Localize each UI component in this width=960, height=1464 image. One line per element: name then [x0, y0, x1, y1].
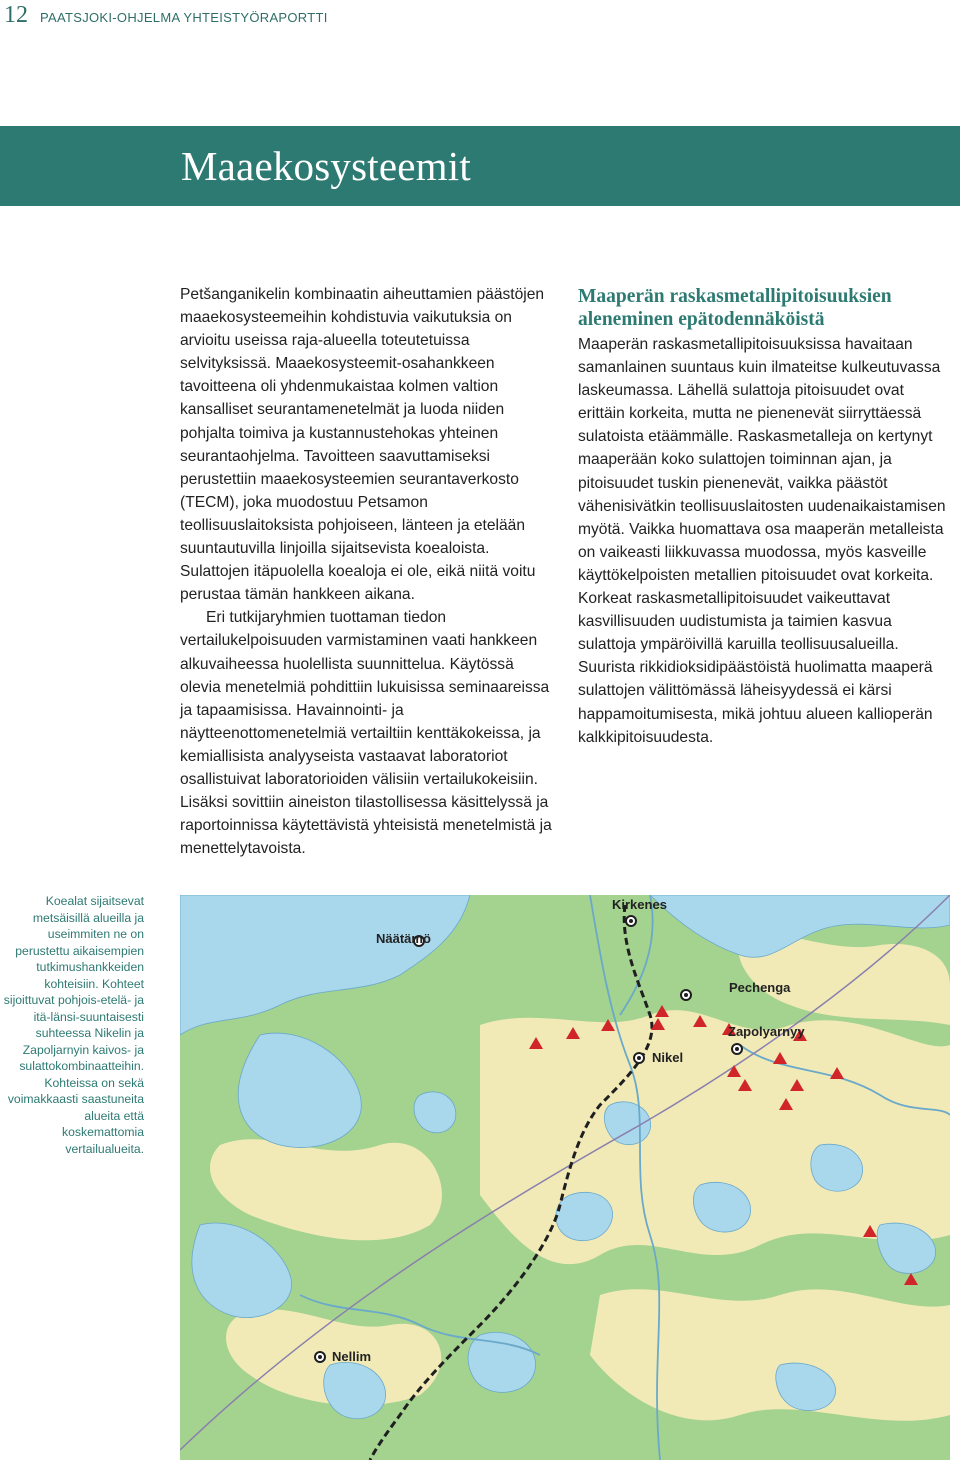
map-label-pechenga: Pechenga [729, 980, 791, 995]
running-head: PAATSJOKI-OHJELMA YHTEISTYÖRAPORTTI [40, 10, 328, 25]
map-label-naatamo: Näätämö [376, 931, 431, 946]
body-paragraph-1: Petšanganikelin kombinaatin aiheuttamien päästöjen maaekosysteemeihin kohdistuvia vaikutuksia on arvioitu useissa raja-alueella toteutetuissa selvityksissä. Maaekosysteemit-osahankkeen tavoitteena oli yhdenmukaistaa kolmen valtion kansalliset seurantamenetelmät ja luoda niiden pohjalta toimiva ja kustannustehokas yhteinen seurantaohjelma. Tavoitteen saavuttamiseksi perustettiin maaekosysteemien seurantaverkosto (TECM), joka muodostuu Petsamon teollisuuslaitoksista pohjoiseen, länteen ja etelään suuntautuvilla linjoilla sijaitsevista koealoista. Sulattojen itäpuolella koealoja ei ole, eikä niitä voitu perustaa tämän hankkeen aikana. [180, 286, 545, 604]
map-figure [180, 895, 950, 1460]
page-title: Maaekosysteemit [181, 143, 471, 189]
map-label-nikel: Nikel [652, 1050, 684, 1065]
page-number: 12 [4, 2, 28, 28]
map-label-nellim: Nellim [332, 1349, 372, 1364]
map-label-kirkenes: Kirkenes [612, 897, 667, 912]
page-header [0, 0, 960, 36]
title-band [0, 126, 960, 206]
map-label-zapolyarnyy: Zapolyarnyy [728, 1024, 805, 1039]
body-paragraph-2: Eri tutkijaryhmien tuottaman tiedon vertailukelpoisuuden varmistaminen vaati hankkeen alkuvaiheessa huolellista suunnittelua. Käytössä olevia menetelmiä pohdittiin lukuisissa seminaareissa ja tapaamisissa. Havainnointi- ja näytteenottomenetelmiä vertailtiin kenttäkokeissa, ja kemiallisista analyyseista vastaavat laboratoriot osallistuivat laboratorioiden välisiin vertailukokeisiin. Lisäksi sovittiin aineiston tilastollisessa käsittelyssä ja raportoinnissa käytettävistä yhteisistä menetelmistä ja menettelytavoista. [180, 609, 552, 858]
section-subheading: Maaperän raskasmetallipitoisuuksien aleneminen epätodennäköistä [578, 286, 892, 330]
map-caption: Koealat sijaitsevat metsäisillä alueilla ja useimmiten ne on perustettu aikaisempien tutkimushankkeiden kohteisiin. Kohteet sijoittuvat pohjois-etelä- ja itä-länsi-suuntaisesti suhteessa Nikelin ja Zapoljarnyin kaivos- ja sulattokombinaatteihin. Kohteissa on sekä voimakkaasti saastuneita alueita että koskemattomia vertailualueita. [3, 894, 144, 1156]
map-svg [180, 895, 950, 1460]
right-column [578, 285, 950, 749]
middle-column [180, 283, 556, 860]
body-paragraph-right: Maaperän raskasmetallipitoisuuksissa havaitaan samanlainen suuntaus kuin ilmateitse kulkeutuvassa laskeumassa. Lähellä sulattoja pitoisuudet ovat erittäin korkeita, mutta ne pienenevät siirryttäessä sulatoista etäämmälle. Raskasmetalleja on kertynyt maaperään koko sulattojen toiminnan ajan, ja pitoisuudet tuskin pienenevät, vaikka päästöt vähenisivätkin teollisuuslaitosten uudenaikaistamisen myötä. Vaikka huomattava osa maaperän metalleista on vaikeasti liikkuvassa muodossa, myös kasveille käyttökelpoisten metallien pitoisuudet ovat korkeita. Korkeat raskasmetallipitoisuudet vaikeuttavat kasvillisuuden uudistumista ja taimien kasvua sulattoja ympäröivillä karuilla teollisuusalueilla. Suurista rikkidioksidipäästöistä huolimatta maaperä sulattojen välittömässä läheisyydessä ei kärsi happamoitumisesta, mikä johtuu alueen kallioperän kalkkipitoisuudesta. [578, 336, 946, 746]
